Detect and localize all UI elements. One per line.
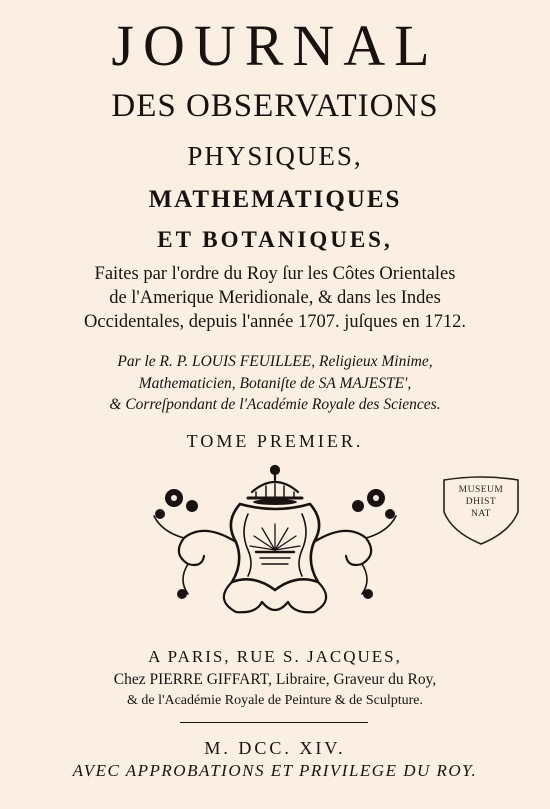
imprint-printer: Chez PIERRE GIFFART, Libraire, Graveur du Roy, — [113, 671, 437, 688]
title-physiques: PHYSIQUES, — [187, 141, 363, 171]
description-line: Faites par l'ordre du Roy ſur les Côtes Orientales — [94, 264, 456, 284]
volume-label: TOME PREMIER. — [186, 431, 364, 451]
title-journal: JOURNAL — [111, 13, 439, 78]
title-mathematiques: MATHEMATIQUES — [148, 186, 402, 213]
title-observations: DES OBSERVATIONS — [111, 88, 439, 124]
description-line: Occidentales, depuis l'année 1707. juſques en 1712. — [84, 312, 466, 332]
stamp-text: NAT — [471, 509, 491, 519]
imprint-academy: & de l'Académie Royale de Peinture & de Sculpture. — [126, 693, 424, 708]
royal-privilege: AVEC APPROBATIONS ET PRIVILEGE DU ROY. — [72, 761, 478, 780]
publication-year: M. DCC. XIV. — [204, 738, 346, 758]
printers-ornament-icon — [144, 462, 406, 620]
title-botaniques: ET BOTANIQUES, — [157, 227, 393, 252]
author-line: & Correſpondant de l'Académie Royale des Sciences. — [109, 396, 441, 413]
description-line: de l'Amerique Meridionale, & dans les Indes — [109, 288, 441, 308]
stamp-text: DHIST — [465, 497, 497, 507]
imprint-place: A PARIS, RUE S. JACQUES, — [148, 647, 402, 666]
stamp-text: MUSEUM — [458, 485, 504, 495]
author-line: Par le R. P. LOUIS FEUILLEE, Religieux Minime, — [117, 353, 433, 370]
author-line: Mathematicien, Botaniſte de SA MAJESTE', — [138, 375, 412, 392]
divider-rule — [180, 722, 368, 723]
